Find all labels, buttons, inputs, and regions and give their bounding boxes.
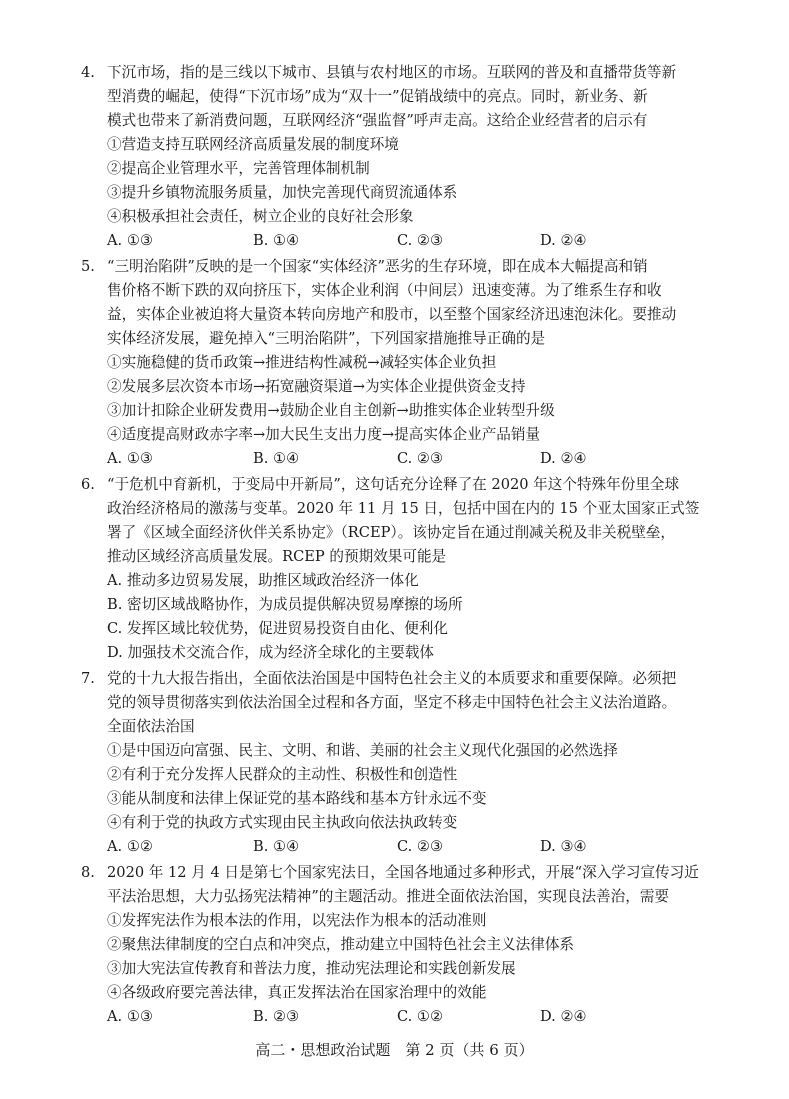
- answer-choice-d: D. 加强技术交流合作，成为经济全球化的主要载体: [107, 644, 434, 661]
- question-stem-line: 政治经济格局的激荡与变革。2020 年 11 月 15 日，包括中国在内的 15 个亚太国家正式签: [107, 500, 700, 517]
- question-stem-line: 党的十九大报告指出，全面依法治国是中国特色社会主义的本质要求和重要保障。必须把: [107, 670, 677, 687]
- question-stem-line: 2020 年 12 月 4 日是第七个国家宪法日，全国各地通过多种形式，开展“深入学习宣传习近: [107, 864, 699, 881]
- answer-choice-d: D. ②④: [540, 450, 587, 467]
- question-stem-line: 署了《区域全面经济伙伴关系协定》（RCEP）。该协定旨在通过削减关税及非关税壁垒，: [107, 524, 675, 541]
- question-stem-line: 益，实体企业被迫将大量资本转向房地产和股市，以至整个国家经济迅速泡沫化。要推动: [107, 306, 677, 323]
- statement-option: ④有利于党的执政方式实现由民主执政向依法执政转变: [107, 814, 458, 831]
- question-number: 7.: [81, 670, 95, 687]
- answer-choice-b: B. 密切区域战略协作，为成员提供解决贸易摩擦的场所: [107, 596, 463, 613]
- question-stem-line: 型消费的崛起，使得“下沉市场”成为“双十一”促销战绩中的亮点。同时，新业务、新: [107, 88, 648, 105]
- question-number: 5.: [81, 258, 95, 275]
- answer-choice-b: B. ①④: [253, 838, 300, 855]
- answer-choice-c: C. ①②: [397, 1008, 444, 1025]
- statement-option: ①实施稳健的货币政策→推进结构性减税→减轻实体企业负担: [107, 354, 497, 371]
- question-stem-line: 党的领导贯彻落实到依法治国全过程和各方面，坚定不移走中国特色社会主义法治道路。: [107, 694, 677, 711]
- answer-choices: [0, 449, 789, 469]
- question-number: 8.: [81, 864, 95, 881]
- page-footer: 高二・思想政治试题 第 2 页（共 6 页）: [255, 1041, 534, 1059]
- answer-choices: [0, 231, 789, 251]
- statement-option: ②发展多层次资本市场→拓宽融资渠道→为实体企业提供资金支持: [107, 378, 526, 395]
- question-stem-line: 模式也带来了新消费问题，互联网经济“强监督”呼声走高。这给企业经营者的启示有: [107, 112, 648, 129]
- answer-choice-a: A. ①③: [107, 1008, 153, 1025]
- answer-choice-a: A. 推动多边贸易发展，助推区域政治经济一体化: [107, 572, 419, 589]
- statement-option: ④积极承担社会责任，树立企业的良好社会形象: [107, 208, 414, 225]
- statement-option: ①是中国迈向富强、民主、文明、和谐、美丽的社会主义现代化强国的必然选择: [107, 742, 618, 759]
- answer-choice-c: C. ②③: [397, 450, 444, 467]
- question-number: 4.: [81, 64, 95, 81]
- question-stem-line: 平法治思想，大力弘扬宪法精神”的主题活动。推进全面依法治国，实现良法善治，需要: [107, 888, 670, 905]
- answer-choice-d: D. ③④: [540, 838, 587, 855]
- statement-option: ④各级政府要完善法律，真正发挥法治在国家治理中的效能: [107, 984, 487, 1001]
- question-stem-line: 实体经济发展，避免掉入“三明治陷阱”，下列国家措施推导正确的是: [107, 330, 546, 347]
- statement-option: ③加计扣除企业研发费用→鼓励企业自主创新→助推实体企业转型升级: [107, 402, 555, 419]
- statement-option: ③能从制度和法律上保证党的基本路线和基本方针永远不变: [107, 790, 487, 807]
- answer-choice-b: B. ②③: [253, 1008, 300, 1025]
- answer-choice-d: D. ②④: [540, 232, 587, 249]
- question-stem-line: “于危机中育新机，于变局中开新局”，这句话充分诠释了在 2020 年这个特殊年份里全球: [107, 476, 680, 493]
- answer-choices: [0, 1007, 789, 1027]
- answer-choice-b: B. ①④: [253, 232, 300, 249]
- answer-choice-a: A. ①②: [107, 838, 153, 855]
- question-stem-line: “三明治陷阱”反映的是一个国家“实体经济”恶劣的生存环境，即在成本大幅提高和销: [107, 258, 648, 275]
- question-stem-line: 推动区域经济高质量发展。RCEP 的预期效果可能是: [107, 548, 447, 565]
- statement-option: ①发挥宪法作为根本法的作用，以宪法作为根本的活动准则: [107, 912, 487, 929]
- answer-choice-c: C. ②③: [397, 838, 444, 855]
- answer-choice-d: D. ②④: [540, 1008, 587, 1025]
- statement-option: ②有利于充分发挥人民群众的主动性、积极性和创造性: [107, 766, 458, 783]
- question-stem-line: 全面依法治国: [107, 718, 195, 735]
- answer-choice-c: C. 发挥区域比较优势，促进贸易投资自由化、便利化: [107, 620, 448, 637]
- statement-option: ④适度提高财政赤字率→加大民生支出力度→提高实体企业产品销量: [107, 426, 541, 443]
- answer-choice-c: C. ②③: [397, 232, 444, 249]
- question-number: 6.: [81, 476, 95, 493]
- statement-option: ②聚焦法律制度的空白点和冲突点，推动建立中国特色社会主义法律体系: [107, 936, 575, 953]
- question-stem-line: 下沉市场，指的是三线以下城市、县镇与农村地区的市场。互联网的普及和直播带货等新: [107, 64, 677, 81]
- statement-option: ③加大宪法宣传教育和普法力度，推动宪法理论和实践创新发展: [107, 960, 516, 977]
- statement-option: ③提升乡镇物流服务质量，加快完善现代商贸流通体系: [107, 184, 458, 201]
- question-stem-line: 售价格不断下跌的双向挤压下，实体企业利润（中间层）迅速变薄。为了维系生存和收: [107, 282, 662, 299]
- answer-choice-b: B. ①④: [253, 450, 300, 467]
- answer-choice-a: A. ①③: [107, 450, 153, 467]
- statement-option: ②提高企业管理水平，完善管理体制机制: [107, 160, 370, 177]
- answer-choice-a: A. ①③: [107, 232, 153, 249]
- answer-choices: [0, 837, 789, 857]
- statement-option: ①营造支持互联网经济高质量发展的制度环境: [107, 136, 399, 153]
